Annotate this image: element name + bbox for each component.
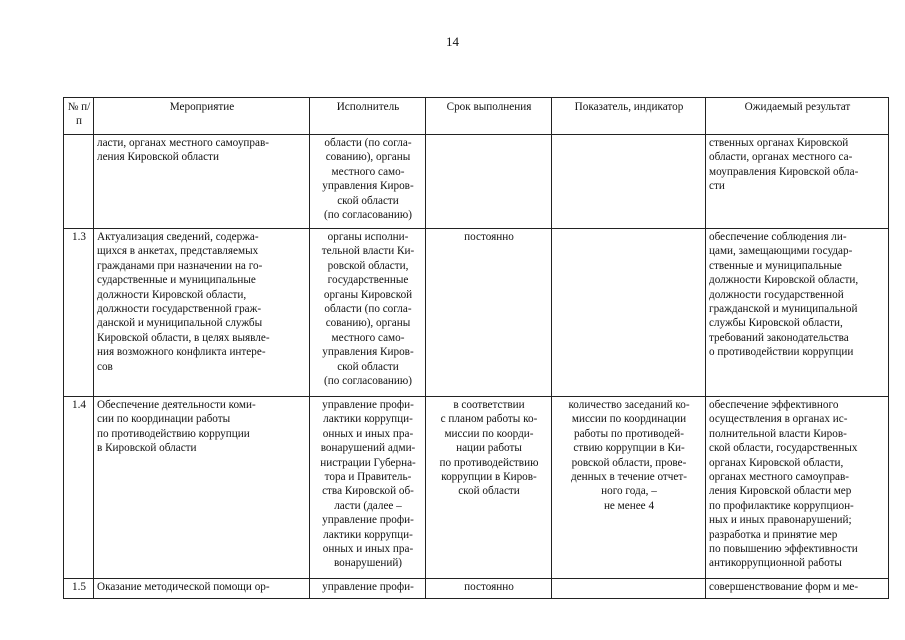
table-row — [64, 397, 889, 579]
row-num: 1.4 — [64, 397, 94, 579]
header-executor: Исполнитель — [310, 98, 426, 135]
header-num: № п/п — [64, 98, 94, 135]
row-result: обеспечение эффективного осуществления в органах ис- полнительной власти Киров- ской области, государственных органах Кировской области, органах местного самоуправ- ления Кировской области мер по профилактике коррупцион- ных и иных правонарушений; разработка и принятие мер по повышению эффективности антикоррупционной работы — [706, 397, 889, 579]
header-indicator: Показатель, индикатор — [552, 98, 706, 135]
row-indicator — [552, 579, 706, 599]
row-term: в соответствии с планом работы ко- миссии по коорди- нации работы по противодействию коррупции в Киров- ской области — [426, 397, 552, 579]
row-term: постоянно — [426, 229, 552, 397]
row-num: 1.5 — [64, 579, 94, 599]
row-indicator — [552, 229, 706, 397]
header-event: Мероприятие — [94, 98, 310, 135]
row-executor: управление профи- лактики коррупци- онных и иных пра- вонарушений адми- нистрации Губерна- тора и Правитель- ства Кировской об- ласти (далее – управление профи- лактики коррупци- онных и иных пра- вонарушений) — [310, 397, 426, 579]
row-event: ласти, органах местного самоуправ- ления Кировской области — [94, 135, 310, 229]
header-term: Срок выполнения — [426, 98, 552, 135]
header-result: Ожидаемый результат — [706, 98, 889, 135]
row-executor: области (по согла- сованию), органы местного само- управления Киров- ской области (по согласованию) — [310, 135, 426, 229]
row-indicator: количество заседаний ко- миссии по координации работы по противодей- ствию коррупции в Ки- ровской области, прове- денных в течение отчет- ного года, – не менее 4 — [552, 397, 706, 579]
row-result: обеспечение соблюдения ли- цами, замещающими государ- ственные и муниципальные должности Кировской области, должности государственной гражданской и муниципальной службы Кировской области, требований законодательства о противодействии коррупции — [706, 229, 889, 397]
row-term — [426, 135, 552, 229]
page-number: 14 — [446, 34, 459, 49]
row-result: совершенствование форм и ме- — [706, 579, 889, 599]
row-event: Обеспечение деятельности коми- сии по координации работы по противодействию коррупции в Кировской области — [94, 397, 310, 579]
row-num — [64, 135, 94, 229]
table-row — [64, 135, 889, 229]
row-result: ственных органах Кировской области, органах местного са- моуправления Кировской обла- сти — [706, 135, 889, 229]
table-row — [64, 579, 889, 599]
row-executor: органы исполни- тельной власти Ки- ровской области, государственные органы Кировской области (по согла- сованию), органы местного само- управления Киров- ской области (по согласованию) — [310, 229, 426, 397]
row-event: Актуализация сведений, содержа- щихся в анкетах, представляемых гражданами при назначении на го- сударственные и муниципальные должности Кировской области, должности государственной граж- данской и муниципальной службы Кировской области, в целях выявле- ния возможного конфликта интере- сов — [94, 229, 310, 397]
row-event: Оказание методической помощи ор- — [94, 579, 310, 599]
row-indicator — [552, 135, 706, 229]
row-term: постоянно — [426, 579, 552, 599]
measures-table — [63, 97, 889, 599]
table-header-row — [64, 98, 889, 135]
table-row — [64, 229, 889, 397]
row-executor: управление профи- — [310, 579, 426, 599]
row-num: 1.3 — [64, 229, 94, 397]
